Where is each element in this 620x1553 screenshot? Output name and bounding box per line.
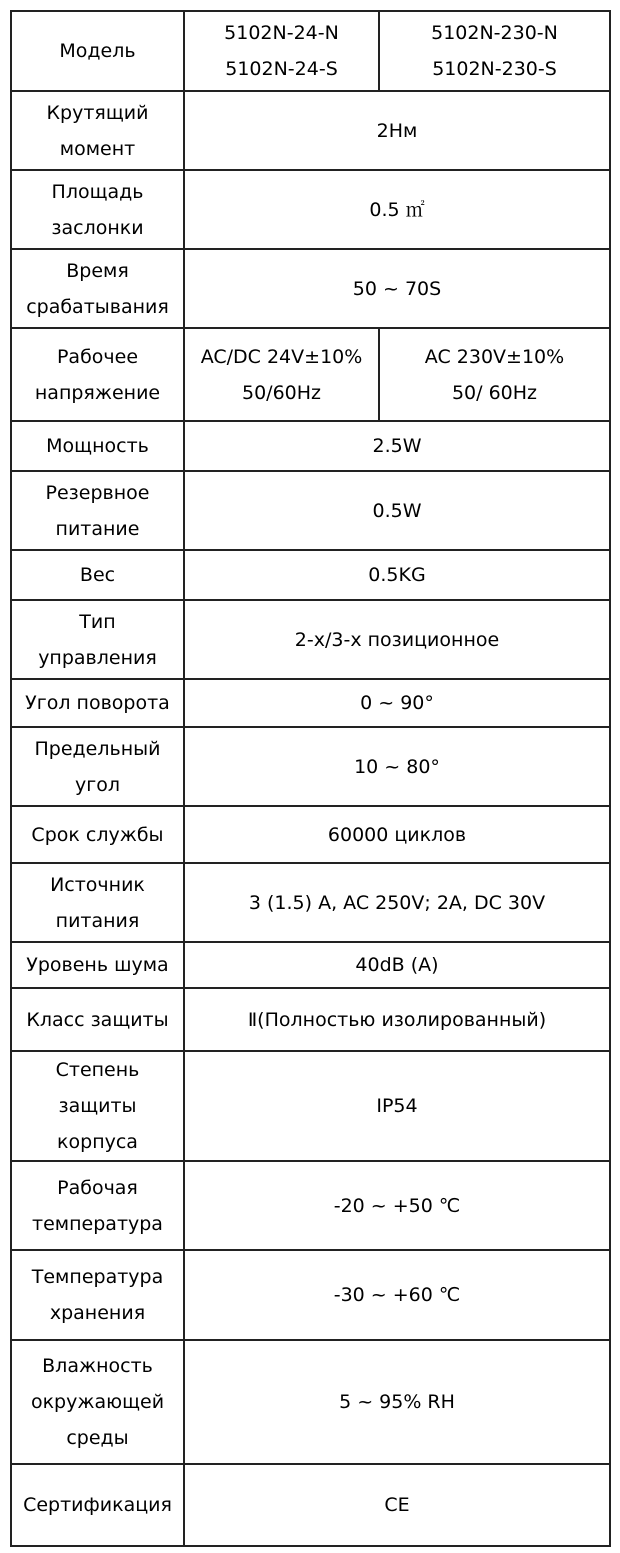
row-label: Температура хранения xyxy=(11,1250,184,1340)
row-value: 0.5 ㎡ xyxy=(184,170,610,249)
row-value: 5 ~ 95% RH xyxy=(184,1340,610,1464)
row-label: Рабочая температура xyxy=(11,1161,184,1250)
row-value: 2-х/3-х позиционное xyxy=(184,600,610,679)
row-label: Сертификация xyxy=(11,1464,184,1546)
row-storage-temperature xyxy=(11,1250,610,1340)
row-value: Ⅱ(Полностью изолированный) xyxy=(184,988,610,1051)
row-label: Модель xyxy=(11,11,184,91)
row-noise-level xyxy=(11,942,610,988)
row-power-source xyxy=(11,863,610,942)
row-value: CE xyxy=(184,1464,610,1546)
row-value: 2.5W xyxy=(184,421,610,471)
row-label: Уровень шума xyxy=(11,942,184,988)
row-value-right: 5102N-230-N 5102N-230-S xyxy=(379,11,610,91)
row-label: Площадь заслонки xyxy=(11,170,184,249)
row-power xyxy=(11,421,610,471)
row-label: Угол поворота xyxy=(11,679,184,727)
row-value: 0 ~ 90° xyxy=(184,679,610,727)
row-label: Степень защиты корпуса xyxy=(11,1051,184,1161)
row-value: 50 ~ 70S xyxy=(184,249,610,328)
row-value-left: AC/DC 24V±10% 50/60Hz xyxy=(184,328,379,421)
row-value: 60000 циклов xyxy=(184,806,610,863)
row-limit-angle xyxy=(11,727,610,806)
row-label: Срок службы xyxy=(11,806,184,863)
row-rotation-angle xyxy=(11,679,610,727)
row-label: Время срабатывания xyxy=(11,249,184,328)
row-value: 0.5W xyxy=(184,471,610,550)
row-standby-power xyxy=(11,471,610,550)
row-label: Тип управления xyxy=(11,600,184,679)
row-value: 2Нм xyxy=(184,91,610,170)
row-operating-temperature xyxy=(11,1161,610,1250)
row-label: Рабочее напряжение xyxy=(11,328,184,421)
row-service-life xyxy=(11,806,610,863)
row-protection-class xyxy=(11,988,610,1051)
row-label: Класс защиты xyxy=(11,988,184,1051)
row-value: 3 (1.5) A, AC 250V; 2A, DC 30V xyxy=(184,863,610,942)
row-model xyxy=(11,11,610,91)
spec-table xyxy=(10,10,611,1547)
row-value-left: 5102N-24-N 5102N-24-S xyxy=(184,11,379,91)
row-humidity xyxy=(11,1340,610,1464)
row-label: Крутящий момент xyxy=(11,91,184,170)
row-value: 10 ~ 80° xyxy=(184,727,610,806)
row-certification xyxy=(11,1464,610,1546)
row-value: IP54 xyxy=(184,1051,610,1161)
row-ingress-protection xyxy=(11,1051,610,1161)
row-value: -30 ~ +60 ℃ xyxy=(184,1250,610,1340)
row-damper-area xyxy=(11,170,610,249)
row-torque xyxy=(11,91,610,170)
row-value-right: AC 230V±10% 50/ 60Hz xyxy=(379,328,610,421)
row-control-type xyxy=(11,600,610,679)
row-label: Источник питания xyxy=(11,863,184,942)
row-label: Предельный угол xyxy=(11,727,184,806)
row-value: 40dB (A) xyxy=(184,942,610,988)
row-value: -20 ~ +50 ℃ xyxy=(184,1161,610,1250)
row-label: Резервное питание xyxy=(11,471,184,550)
row-label: Вес xyxy=(11,550,184,600)
row-weight xyxy=(11,550,610,600)
row-run-time xyxy=(11,249,610,328)
row-label: Влажность окружающей среды xyxy=(11,1340,184,1464)
row-label: Мощность xyxy=(11,421,184,471)
row-value: 0.5KG xyxy=(184,550,610,600)
row-voltage xyxy=(11,328,610,421)
